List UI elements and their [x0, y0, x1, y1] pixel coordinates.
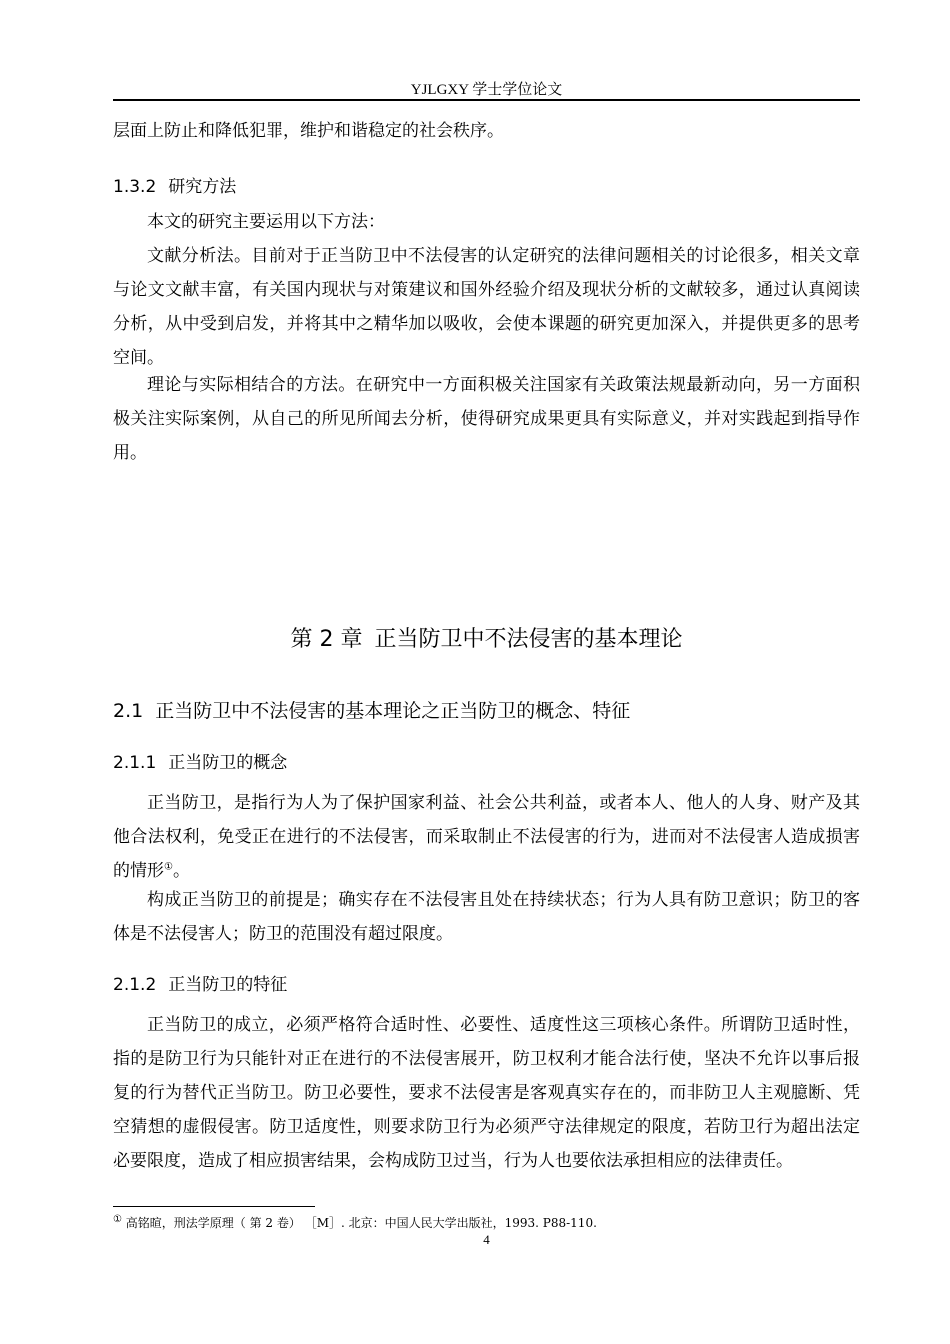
characteristics-paragraph: 正当防卫的成立，必须严格符合适时性、必要性、适度性这三项核心条件。所谓防卫适时性，指的是防卫行为只能针对正在进行的不法侵害展开，防卫权利才能合法行使，坚决不允许以事后报复的行为替代正当防卫。防卫必要性，要求不法侵害是客观真实存在的，而非防卫人主观臆断、凭空猜想的虚假侵害。防卫适度性，则要求防卫行为必须严守法律规定的限度，若防卫行为超出法定必要限度，造成了相应损害结果，会构成防卫过当，行为人也要依法承担相应的法律责任。	[113, 1015, 860, 1171]
paragraph-continuation: 层面上防止和降低犯罪，维护和谐稳定的社会秩序。	[113, 121, 504, 141]
header-rule	[113, 99, 860, 101]
heading-2-1	[113, 696, 630, 723]
heading-number: 2.1	[113, 700, 144, 722]
footnote	[113, 1214, 597, 1231]
chapter-number: 第 2 章	[290, 627, 363, 652]
definition-paragraph	[113, 786, 860, 888]
heading-number: 1.3.2	[113, 177, 157, 197]
heading-text: 正当防卫的概念	[168, 753, 288, 773]
footnote-text: 高铭暄，刑法学原理（ 第 2 卷） ［M］. 北京：中国人民大学出版社，1993. P88-110.	[125, 1216, 597, 1230]
running-header: YJLGXY 学士学位论文	[410, 82, 563, 98]
heading-number: 2.1.1	[113, 753, 157, 773]
methods-paragraph-2: 理论与实际相结合的方法。在研究中一方面积极关注国家有关政策法规最新动向，另一方面积极关注实际案例，从自己的所见所闻去分析，使得研究成果更具有实际意义，并对实践起到指导作用。	[113, 375, 860, 463]
chapter-heading	[113, 622, 860, 653]
chapter-title: 正当防卫中不法侵害的基本理论	[374, 627, 683, 652]
methods-paragraph-1: 文献分析法。目前对于正当防卫中不法侵害的认定研究的法律问题相关的讨论很多，相关文章与论文文献丰富，有关国内现状与对策建议和国外经验介绍及现状分析的文献较多，通过认真阅读分析，从中受到启发，并将其中之精华加以吸收，会使本课题的研究更加深入，并提供更多的思考空间。	[113, 246, 860, 368]
page-number: 4	[483, 1232, 490, 1247]
definition-text: 正当防卫，是指行为人为了保护国家利益、社会公共利益，或者本人、他人的人身、财产及其他合法权利，免受正在进行的不法侵害，而采取制止不法侵害的行为，进而对不法侵害人造成损害的情形	[113, 793, 860, 881]
heading-2-1-2	[113, 970, 287, 995]
heading-2-1-1	[113, 748, 287, 773]
heading-number: 2.1.2	[113, 975, 157, 995]
footnote-separator	[113, 1206, 315, 1207]
heading-text: 正当防卫的特征	[168, 975, 288, 995]
footnote-reference[interactable]: ①	[164, 861, 173, 873]
heading-text: 正当防卫中不法侵害的基本理论之正当防卫的概念、特征	[155, 700, 631, 722]
footnote-mark: ①	[113, 1214, 122, 1225]
premise-paragraph: 构成正当防卫的前提是；确实存在不法侵害且处在持续状态；行为人具有防卫意识；防卫的客体是不法侵害人；防卫的范围没有超过限度。	[113, 890, 860, 944]
definition-end: 。	[172, 861, 190, 881]
heading-text: 研究方法	[168, 177, 237, 197]
methods-intro: 本文的研究主要运用以下方法：	[147, 212, 385, 232]
heading-1-3-2	[113, 172, 236, 197]
